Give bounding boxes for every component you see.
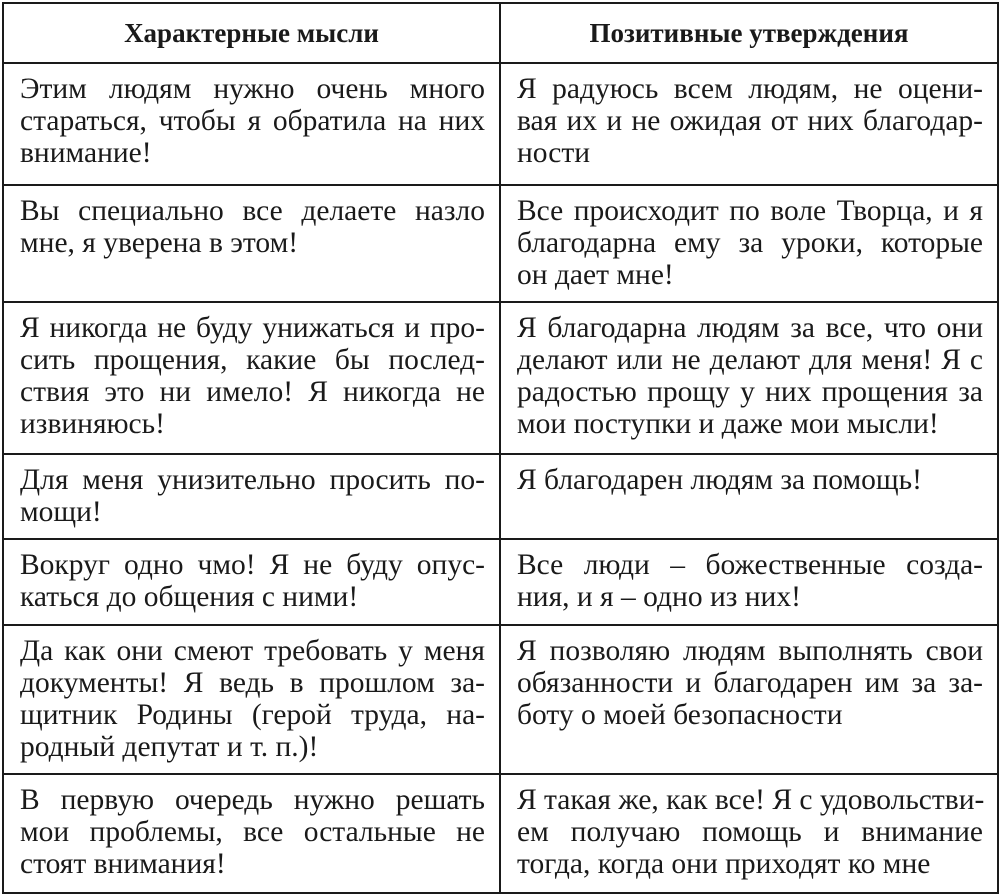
text-line: мне, я уверена в этом!	[20, 227, 299, 259]
affirmation-cell	[500, 63, 998, 185]
text-line: Вокруг одно чмо! Я не буду опус-	[20, 549, 485, 581]
table-row	[3, 63, 998, 185]
text-line: радостью прощу у них прощения за	[517, 376, 983, 408]
text-line: документы! Я ведь в прошлом за-	[20, 667, 485, 699]
thought-cell	[3, 63, 500, 185]
table-header	[3, 3, 998, 63]
affirmation-cell	[500, 539, 998, 625]
thought-cell	[3, 774, 500, 893]
text-line: Я благодарна людям за все, что они	[517, 312, 983, 344]
text-line: Да как они смеют требовать у меня	[20, 635, 485, 667]
table-body	[3, 63, 998, 893]
text-line: щитник Родины (герой труда, на-	[20, 699, 485, 731]
text-line: извиняюсь!	[20, 408, 165, 440]
text-line: Я позволяю людям выполнять свои	[517, 635, 983, 667]
thought-cell	[3, 185, 500, 302]
text-line: ния, и я – одно из них!	[517, 581, 801, 613]
text-line: Этим людям нужно очень много	[20, 73, 485, 105]
thought-cell	[3, 454, 500, 539]
text-line: Все люди – божественные созда-	[517, 549, 983, 581]
text-line: вая их и не ожидая от них благодар-	[517, 105, 983, 137]
header-row	[3, 3, 998, 63]
header-affirmations: Позитивные утверждения	[500, 3, 998, 63]
text-line: мои проблемы, все остальные не	[20, 816, 485, 848]
text-line: внимание!	[20, 137, 152, 169]
thought-cell	[3, 539, 500, 625]
table-row	[3, 185, 998, 302]
affirmation-cell	[500, 774, 998, 893]
text-line: ности	[517, 137, 591, 169]
affirmations-table	[2, 2, 999, 894]
text-line: родный депутат и т. п.)!	[20, 731, 319, 763]
thought-cell	[3, 625, 500, 774]
header-thoughts: Характерные мысли	[3, 3, 500, 63]
text-line: В первую очередь нужно решать	[20, 784, 485, 816]
table-row	[3, 454, 998, 539]
text-line: благодарна ему за уроки, которые	[517, 227, 983, 259]
affirmation-cell	[500, 454, 998, 539]
text-line: стараться, чтобы я обратила на них	[20, 105, 485, 137]
text-line: тогда, когда они приходят ко мне	[517, 848, 931, 880]
text-line: мощи!	[20, 496, 102, 528]
text-line: Я никогда не буду унижаться и про-	[20, 312, 485, 344]
thought-cell	[3, 302, 500, 454]
text-line: Я благодарен людям за помощь!	[517, 464, 922, 496]
text-line: боту о моей безопасности	[517, 699, 843, 731]
text-line: он дает мне!	[517, 259, 674, 291]
table-row	[3, 625, 998, 774]
text-line: Я радуюсь всем людям, не оцени-	[517, 73, 983, 105]
text-line: делают или не делают для меня! Я с	[517, 344, 983, 376]
text-line: ствия это ни имело! Я никогда не	[20, 376, 485, 408]
text-line: Все происходит по воле Творца, и я	[517, 195, 983, 227]
table-row	[3, 774, 998, 893]
text-line: ем получаю помощь и внимание	[517, 816, 983, 848]
table-row	[3, 539, 998, 625]
text-line: Вы специально все делаете назло	[20, 195, 485, 227]
affirmation-cell	[500, 185, 998, 302]
text-line: Для меня унизительно просить по-	[20, 464, 485, 496]
text-line: стоят внимания!	[20, 848, 226, 880]
affirmation-cell	[500, 625, 998, 774]
text-line: обязанности и благодарен им за за-	[517, 667, 983, 699]
affirmation-cell	[500, 302, 998, 454]
text-line: каться до общения с ними!	[20, 581, 359, 613]
text-line: сить прощения, какие бы послед-	[20, 344, 485, 376]
text-line: Я такая же, как все! Я с удовольстви-	[517, 784, 985, 816]
table-row	[3, 302, 998, 454]
text-line: мои поступки и даже мои мысли!	[517, 408, 939, 440]
